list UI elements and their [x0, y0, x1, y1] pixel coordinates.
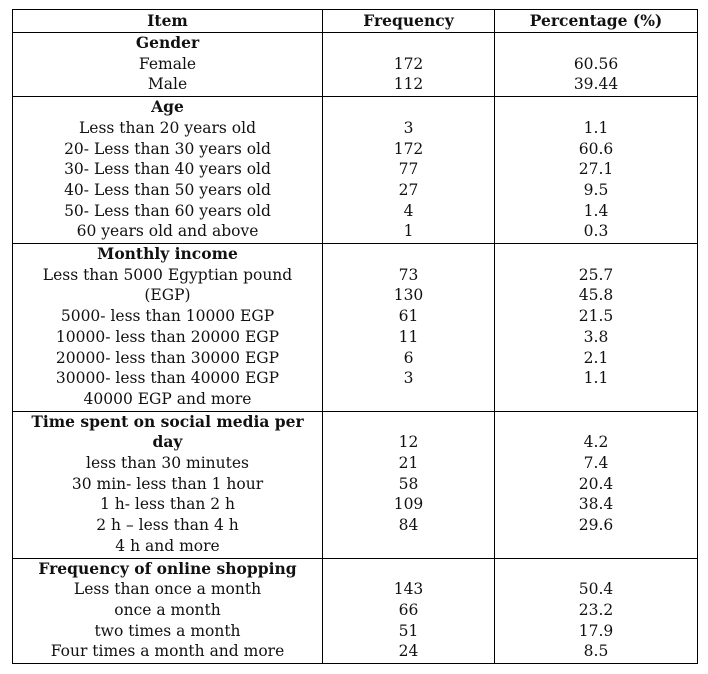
frequency-value: 11	[398, 327, 419, 346]
frequency-value: 3	[403, 118, 414, 137]
percentage-value: 0.3	[583, 222, 609, 241]
item-label: once a month	[114, 600, 221, 619]
frequency-value: 4	[403, 201, 414, 220]
item-label: 1 h- less than 2 h	[99, 495, 236, 514]
header-frequency: Frequency	[323, 10, 495, 33]
item-label: Male	[147, 75, 188, 94]
item-label: 5000- less than 10000 EGP	[60, 307, 275, 326]
frequency-value: 84	[398, 516, 419, 535]
item-label: 4 h and more	[115, 536, 220, 555]
item-label: 30- Less than 40 years old	[64, 160, 271, 179]
percentage-value: 3.8	[583, 327, 609, 346]
percentage-value: 9.5	[583, 180, 609, 199]
item-label: 30 min- less than 1 hour	[71, 474, 264, 493]
percentage-value: 39.44	[573, 75, 619, 94]
frequency-value: 109	[393, 495, 424, 514]
frequency-value: 24	[398, 642, 419, 661]
item-label: 50- Less than 60 years old	[64, 201, 271, 220]
frequency-value: 130	[393, 286, 424, 305]
item-cell	[13, 33, 323, 97]
frequency-cell	[323, 33, 495, 97]
percentage-value: 38.4	[578, 495, 614, 514]
header-item: Item	[13, 10, 323, 33]
frequency-value: 21	[398, 454, 419, 473]
percentage-value: 4.2	[583, 433, 609, 452]
item-label: less than 30 minutes	[86, 454, 249, 473]
section-social-media-time	[13, 411, 698, 558]
percentage-value: 1.1	[583, 118, 609, 137]
item-label: 30000- less than 40000 EGP	[55, 369, 280, 388]
item-label: (EGP)	[144, 286, 191, 305]
percentage-value: 29.6	[578, 516, 614, 535]
percentage-value: 8.5	[583, 642, 609, 661]
item-label: Four times a month and more	[50, 642, 285, 661]
frequency-cell	[323, 411, 495, 558]
frequency-value: 172	[393, 54, 424, 73]
header-percentage: Percentage (%)	[495, 10, 698, 33]
section-monthly-income	[13, 244, 698, 412]
frequency-value: 51	[398, 621, 419, 640]
section-title: Gender	[135, 33, 200, 52]
frequency-value: 172	[393, 139, 424, 158]
frequency-value: 3	[403, 369, 414, 388]
frequency-value: 12	[398, 433, 419, 452]
frequency-value: 58	[398, 474, 419, 493]
section-title: Frequency of online shopping	[38, 558, 297, 578]
item-cell	[13, 97, 323, 244]
item-cell	[13, 244, 323, 412]
percentage-value: 7.4	[583, 454, 609, 473]
percentage-cell	[495, 33, 698, 97]
percentage-value: 60.6	[578, 139, 614, 158]
item-label: 40000 EGP and more	[83, 389, 252, 408]
frequency-cell	[323, 558, 495, 664]
section-online-shopping	[13, 558, 698, 664]
item-label: Less than 20 years old	[79, 118, 256, 137]
item-label: two times a month	[94, 621, 241, 640]
item-label: 60 years old and above	[76, 222, 259, 241]
section-title: Monthly income	[97, 244, 238, 264]
percentage-value: 2.1	[583, 348, 609, 367]
item-label: 20- Less than 30 years old	[64, 139, 271, 158]
frequency-value: 73	[398, 265, 419, 284]
frequency-value: 112	[393, 75, 424, 94]
item-label: Female	[138, 54, 197, 73]
item-cell	[13, 558, 323, 664]
percentage-value: 20.4	[578, 474, 614, 493]
frequency-value: 143	[393, 580, 424, 599]
percentage-value: 60.56	[573, 54, 619, 73]
frequency-value: 77	[398, 160, 419, 179]
section-title-continued: day	[152, 432, 183, 452]
demographics-table	[12, 9, 698, 664]
percentage-value: 23.2	[578, 600, 614, 619]
frequency-cell	[323, 244, 495, 412]
item-label: 10000- less than 20000 EGP	[55, 327, 280, 346]
percentage-value: 27.1	[578, 160, 614, 179]
frequency-cell	[323, 97, 495, 244]
frequency-value: 66	[398, 600, 419, 619]
percentage-cell	[495, 244, 698, 412]
percentage-value: 1.4	[583, 201, 609, 220]
section-gender	[13, 33, 698, 97]
percentage-value: 1.1	[583, 369, 609, 388]
item-cell	[13, 411, 323, 558]
percentage-cell	[495, 97, 698, 244]
section-title: Time spent on social media per	[31, 411, 304, 431]
percentage-value: 50.4	[578, 580, 614, 599]
section-age	[13, 97, 698, 244]
percentage-value: 45.8	[578, 286, 614, 305]
frequency-value: 27	[398, 180, 419, 199]
percentage-value: 21.5	[578, 307, 614, 326]
percentage-value: 17.9	[578, 621, 614, 640]
percentage-cell	[495, 558, 698, 664]
header-row	[13, 10, 698, 33]
frequency-value: 6	[403, 348, 414, 367]
item-label: 40- Less than 50 years old	[64, 180, 271, 199]
percentage-value: 25.7	[578, 265, 614, 284]
frequency-value: 61	[398, 307, 419, 326]
item-label: Less than 5000 Egyptian pound	[42, 265, 293, 284]
item-label: Less than once a month	[73, 580, 262, 599]
section-title: Age	[151, 97, 184, 117]
percentage-cell	[495, 411, 698, 558]
item-label: 20000- less than 30000 EGP	[55, 348, 280, 367]
item-label: 2 h – less than 4 h	[96, 516, 239, 535]
frequency-value: 1	[403, 222, 414, 241]
